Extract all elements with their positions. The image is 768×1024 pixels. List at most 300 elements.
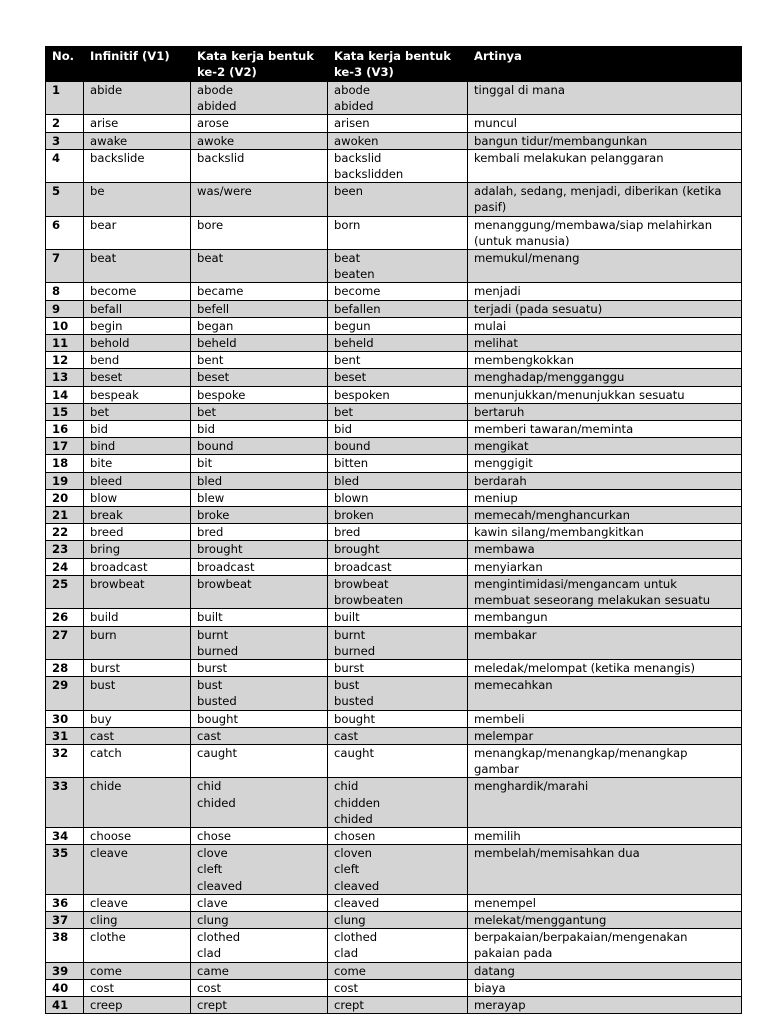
cell-number: 31 — [46, 727, 84, 744]
cell-line: beheld — [334, 336, 374, 351]
cell-meaning — [468, 710, 742, 727]
cell-line: burnt — [197, 627, 229, 642]
cell-v3 — [328, 507, 468, 524]
cell-infinitive: broadcast — [84, 558, 191, 575]
cell-line: backslidden — [334, 167, 404, 182]
cell-meaning — [468, 489, 742, 506]
cell-line: chided — [334, 811, 373, 826]
table-row — [46, 489, 742, 506]
cell-line: muncul — [474, 116, 517, 131]
cell-meaning — [468, 250, 742, 283]
cell-line: berdarah — [474, 473, 527, 488]
cell-meaning — [468, 352, 742, 369]
cell-infinitive: abide — [84, 82, 191, 115]
cell-line: tinggal di mana — [474, 83, 565, 97]
cell-meaning — [468, 558, 742, 575]
table-row — [46, 115, 742, 132]
cell-number: 33 — [46, 778, 84, 828]
cell-infinitive: cost — [84, 979, 191, 996]
cell-v3 — [328, 352, 468, 369]
cell-line: menunjukkan/menunjukkan sesuatu — [474, 387, 685, 402]
cell-number: 9 — [46, 300, 84, 317]
cell-meaning — [468, 911, 742, 928]
cell-line: burned — [197, 643, 239, 658]
table-row — [46, 996, 742, 1013]
cell-line: clung — [334, 912, 366, 927]
table-row — [46, 132, 742, 149]
cell-line: (untuk manusia) — [474, 233, 570, 248]
header-v3: Kata kerja bentuk ke-3 (V3) — [328, 47, 468, 82]
header-meaning: Artinya — [468, 47, 742, 82]
cell-line: menggigit — [474, 456, 533, 471]
cell-infinitive: bust — [84, 677, 191, 710]
table-row — [46, 911, 742, 928]
cell-v2 — [191, 575, 328, 608]
cell-v2 — [191, 472, 328, 489]
table-row — [46, 421, 742, 438]
cell-number: 2 — [46, 115, 84, 132]
cell-number: 40 — [46, 979, 84, 996]
cell-line: clad — [197, 946, 222, 961]
cell-v3 — [328, 183, 468, 216]
cell-infinitive: build — [84, 609, 191, 626]
cell-line: burnt — [334, 627, 366, 642]
cell-line: broken — [334, 508, 374, 523]
cell-meaning — [468, 386, 742, 403]
cell-meaning — [468, 335, 742, 352]
cell-line: pasif) — [474, 200, 507, 215]
cell-line: caught — [334, 745, 375, 760]
cell-line: cost — [197, 980, 222, 995]
cell-number: 1 — [46, 82, 84, 115]
cell-infinitive: burn — [84, 626, 191, 659]
cell-line: come — [334, 963, 366, 978]
header-v2: Kata kerja bentuk ke-2 (V2) — [191, 47, 328, 82]
cell-v3 — [328, 778, 468, 828]
cell-line: clothed — [334, 930, 378, 945]
cell-number: 35 — [46, 845, 84, 895]
table-row — [46, 609, 742, 626]
cell-meaning — [468, 894, 742, 911]
table-row — [46, 455, 742, 472]
cell-number: 29 — [46, 677, 84, 710]
cell-v3 — [328, 626, 468, 659]
table-row — [46, 541, 742, 558]
cell-infinitive: bespeak — [84, 386, 191, 403]
cell-v3 — [328, 132, 468, 149]
table-row — [46, 962, 742, 979]
table-row — [46, 283, 742, 300]
cell-v2 — [191, 132, 328, 149]
cell-v2 — [191, 283, 328, 300]
cell-line: burst — [334, 660, 365, 675]
cell-number: 24 — [46, 558, 84, 575]
cell-line: cloven — [334, 846, 373, 861]
cell-v2 — [191, 727, 328, 744]
cell-v3 — [328, 677, 468, 710]
cell-line: bled — [197, 473, 223, 488]
cell-v2 — [191, 369, 328, 386]
cell-line: bound — [334, 439, 371, 454]
cell-v2 — [191, 250, 328, 283]
table-row — [46, 778, 742, 828]
cell-v2 — [191, 541, 328, 558]
cell-line: backslid — [334, 150, 382, 165]
cell-v2 — [191, 403, 328, 420]
cell-v2 — [191, 300, 328, 317]
table-row — [46, 744, 742, 777]
cell-v3 — [328, 250, 468, 283]
cell-v2 — [191, 778, 328, 828]
cell-v2 — [191, 845, 328, 895]
cell-line: bled — [334, 473, 360, 488]
cell-line: memecahkan — [474, 678, 553, 693]
cell-meaning — [468, 727, 742, 744]
table-row — [46, 183, 742, 216]
cell-meaning — [468, 403, 742, 420]
table-row — [46, 575, 742, 608]
cell-v2 — [191, 335, 328, 352]
cell-line: abided — [197, 99, 237, 114]
cell-line: clung — [197, 912, 229, 927]
cell-number: 34 — [46, 827, 84, 844]
table-row — [46, 403, 742, 420]
cell-infinitive: beat — [84, 250, 191, 283]
cell-infinitive: begin — [84, 317, 191, 334]
cell-infinitive: come — [84, 962, 191, 979]
cell-meaning — [468, 300, 742, 317]
cell-v2 — [191, 507, 328, 524]
cell-number: 3 — [46, 132, 84, 149]
table-row — [46, 710, 742, 727]
cell-line: menjadi — [474, 284, 521, 299]
table-row — [46, 472, 742, 489]
cell-line: bid — [197, 422, 215, 437]
cell-v2 — [191, 183, 328, 216]
cell-number: 19 — [46, 472, 84, 489]
cell-line: bred — [197, 525, 224, 540]
cell-line: become — [334, 284, 381, 299]
irregular-verb-table — [45, 46, 742, 1014]
cell-line: cast — [197, 728, 222, 743]
cell-line: merayap — [474, 997, 526, 1012]
cell-number: 23 — [46, 541, 84, 558]
cell-number: 14 — [46, 386, 84, 403]
cell-line: busted — [334, 694, 374, 709]
cell-meaning — [468, 472, 742, 489]
cell-line: broadcast — [334, 559, 392, 574]
cell-number: 13 — [46, 369, 84, 386]
cell-line: chose — [197, 828, 231, 843]
cell-v3 — [328, 386, 468, 403]
cell-line: biaya — [474, 980, 506, 995]
cell-infinitive: cleave — [84, 845, 191, 895]
table-row — [46, 626, 742, 659]
cell-infinitive: catch — [84, 744, 191, 777]
table-row — [46, 82, 742, 115]
cell-meaning — [468, 216, 742, 249]
cell-number: 30 — [46, 710, 84, 727]
cell-line: memukul/menang — [474, 251, 580, 266]
cell-meaning — [468, 626, 742, 659]
cell-meaning — [468, 541, 742, 558]
cell-v3 — [328, 149, 468, 182]
cell-v2 — [191, 609, 328, 626]
table-row — [46, 317, 742, 334]
cell-infinitive: breed — [84, 524, 191, 541]
cell-line: bent — [197, 353, 224, 368]
cell-v3 — [328, 744, 468, 777]
cell-v3 — [328, 727, 468, 744]
cell-v2 — [191, 438, 328, 455]
cell-v3 — [328, 929, 468, 962]
cell-v2 — [191, 677, 328, 710]
cell-line: membawa — [474, 542, 535, 557]
cell-line: beat — [197, 251, 224, 266]
cell-line: born — [334, 217, 361, 232]
cell-line: bust — [197, 678, 223, 693]
table-row — [46, 845, 742, 895]
cell-line: membelah/memisahkan dua — [474, 846, 640, 861]
cell-line: befell — [197, 301, 230, 316]
cell-infinitive: cleave — [84, 894, 191, 911]
cell-infinitive: choose — [84, 827, 191, 844]
cell-line: bitten — [334, 456, 369, 471]
cell-meaning — [468, 115, 742, 132]
cell-number: 25 — [46, 575, 84, 608]
cell-line: menyiarkan — [474, 559, 543, 574]
table-row — [46, 216, 742, 249]
cell-meaning — [468, 609, 742, 626]
cell-line: menangkap/menangkap/menangkap — [474, 745, 688, 760]
cell-line: bought — [197, 711, 239, 726]
cell-v2 — [191, 386, 328, 403]
cell-v2 — [191, 894, 328, 911]
cell-v2 — [191, 149, 328, 182]
cell-line: memilih — [474, 828, 521, 843]
cell-line: browbeat — [197, 576, 252, 591]
cell-meaning — [468, 845, 742, 895]
cell-v2 — [191, 115, 328, 132]
cell-meaning — [468, 421, 742, 438]
cell-v3 — [328, 317, 468, 334]
cell-line: clave — [197, 895, 228, 910]
cell-number: 10 — [46, 317, 84, 334]
cell-line: membuat seseorang melakukan sesuatu — [474, 593, 711, 608]
cell-v3 — [328, 575, 468, 608]
table-row — [46, 979, 742, 996]
cell-infinitive: cling — [84, 911, 191, 928]
cell-line: blew — [197, 490, 225, 505]
cell-line: chided — [197, 795, 236, 810]
cell-v3 — [328, 421, 468, 438]
cell-line: beat — [334, 251, 361, 266]
cell-v2 — [191, 82, 328, 115]
cell-line: became — [197, 284, 244, 299]
cell-line: memberi tawaran/meminta — [474, 422, 634, 437]
cell-line: terjadi (pada sesuatu) — [474, 301, 603, 316]
cell-line: blown — [334, 490, 369, 505]
cell-meaning — [468, 507, 742, 524]
cell-line: datang — [474, 963, 515, 978]
cell-number: 5 — [46, 183, 84, 216]
cell-meaning — [468, 455, 742, 472]
cell-v3 — [328, 216, 468, 249]
cell-line: arisen — [334, 116, 370, 131]
cell-v2 — [191, 929, 328, 962]
cell-line: kembali melakukan pelanggaran — [474, 150, 664, 165]
cell-line: was/were — [197, 184, 252, 199]
cell-number: 26 — [46, 609, 84, 626]
cell-line: cleaved — [197, 878, 243, 893]
cell-v3 — [328, 438, 468, 455]
cell-v2 — [191, 558, 328, 575]
cell-v3 — [328, 472, 468, 489]
table-row — [46, 677, 742, 710]
cell-v2 — [191, 352, 328, 369]
cell-infinitive: break — [84, 507, 191, 524]
cell-line: cleft — [334, 862, 360, 877]
cell-line: crept — [334, 997, 364, 1012]
cell-line: abode — [334, 83, 371, 97]
cell-line: mengintimidasi/mengancam untuk — [474, 576, 677, 591]
cell-line: broadcast — [197, 559, 255, 574]
table-row — [46, 335, 742, 352]
table-row — [46, 524, 742, 541]
cell-line: chid — [197, 779, 222, 794]
cell-meaning — [468, 149, 742, 182]
cell-line: bangun tidur/membangunkan — [474, 133, 648, 148]
cell-line: chidden — [334, 795, 381, 810]
cell-line: bespoken — [334, 387, 390, 402]
cell-number: 4 — [46, 149, 84, 182]
cell-v2 — [191, 911, 328, 928]
cell-number: 7 — [46, 250, 84, 283]
table-row — [46, 558, 742, 575]
cell-line: cost — [334, 980, 359, 995]
cell-infinitive: chide — [84, 778, 191, 828]
cell-line: clove — [197, 846, 228, 861]
cell-v3 — [328, 996, 468, 1013]
cell-number: 39 — [46, 962, 84, 979]
cell-v3 — [328, 489, 468, 506]
cell-line: bet — [334, 404, 354, 419]
cell-line: berpakaian/berpakaian/mengenakan — [474, 930, 688, 945]
table-body — [46, 82, 742, 1014]
cell-number: 27 — [46, 626, 84, 659]
cell-v3 — [328, 403, 468, 420]
cell-line: abided — [334, 99, 374, 114]
cell-v2 — [191, 626, 328, 659]
cell-infinitive: clothe — [84, 929, 191, 962]
cell-infinitive: be — [84, 183, 191, 216]
cell-v3 — [328, 710, 468, 727]
cell-line: chid — [334, 779, 359, 794]
cell-infinitive: become — [84, 283, 191, 300]
cell-line: broke — [197, 508, 230, 523]
cell-number: 11 — [46, 335, 84, 352]
cell-line: memecah/menghancurkan — [474, 508, 630, 523]
cell-infinitive: burst — [84, 659, 191, 676]
cell-meaning — [468, 183, 742, 216]
cell-meaning — [468, 575, 742, 608]
cell-line: meledak/melompat (ketika menangis) — [474, 660, 695, 675]
cell-line: bred — [334, 525, 361, 540]
cell-v3 — [328, 911, 468, 928]
cell-infinitive: befall — [84, 300, 191, 317]
cell-line: bet — [197, 404, 217, 419]
cell-infinitive: bind — [84, 438, 191, 455]
cell-line: adalah, sedang, menjadi, diberikan (ketika — [474, 184, 722, 199]
cell-line: arose — [197, 116, 229, 131]
cell-infinitive: creep — [84, 996, 191, 1013]
cell-v3 — [328, 369, 468, 386]
cell-meaning — [468, 659, 742, 676]
cell-v3 — [328, 82, 468, 115]
cell-number: 15 — [46, 403, 84, 420]
cell-line: membangun — [474, 610, 548, 625]
cell-line: caught — [197, 745, 238, 760]
table-header — [46, 47, 742, 82]
cell-line: cleaved — [334, 878, 380, 893]
cell-line: been — [334, 184, 363, 199]
cell-v3 — [328, 524, 468, 541]
cell-line: beset — [334, 370, 367, 385]
cell-line: menempel — [474, 895, 536, 910]
cell-line: meniup — [474, 490, 518, 505]
cell-line: melekat/menggantung — [474, 912, 607, 927]
cell-line: beheld — [197, 336, 237, 351]
cell-number: 16 — [46, 421, 84, 438]
cell-infinitive: bear — [84, 216, 191, 249]
table-row — [46, 149, 742, 182]
cell-line: cleft — [197, 862, 223, 877]
cell-infinitive: bend — [84, 352, 191, 369]
cell-infinitive: blow — [84, 489, 191, 506]
cell-infinitive: bet — [84, 403, 191, 420]
cell-line: begun — [334, 318, 371, 333]
cell-line: gambar — [474, 762, 519, 777]
cell-meaning — [468, 438, 742, 455]
cell-infinitive: beset — [84, 369, 191, 386]
table-row — [46, 929, 742, 962]
cell-line: brought — [197, 542, 243, 557]
cell-number: 6 — [46, 216, 84, 249]
cell-line: awoke — [197, 133, 235, 148]
cell-line: burst — [197, 660, 228, 675]
table-row — [46, 352, 742, 369]
cell-meaning — [468, 369, 742, 386]
cell-line: cleaved — [334, 895, 380, 910]
cell-line: came — [197, 963, 229, 978]
cell-v2 — [191, 962, 328, 979]
cell-line: bought — [334, 711, 376, 726]
cell-line: menghardik/marahi — [474, 779, 589, 794]
cell-v2 — [191, 317, 328, 334]
cell-v3 — [328, 827, 468, 844]
cell-line: bertaruh — [474, 404, 525, 419]
cell-line: browbeaten — [334, 593, 404, 608]
table-row — [46, 659, 742, 676]
cell-meaning — [468, 744, 742, 777]
cell-line: clothed — [197, 930, 241, 945]
cell-infinitive: bid — [84, 421, 191, 438]
cell-line: bust — [334, 678, 360, 693]
cell-v3 — [328, 283, 468, 300]
cell-line: bid — [334, 422, 352, 437]
cell-line: bound — [197, 439, 234, 454]
cell-number: 38 — [46, 929, 84, 962]
